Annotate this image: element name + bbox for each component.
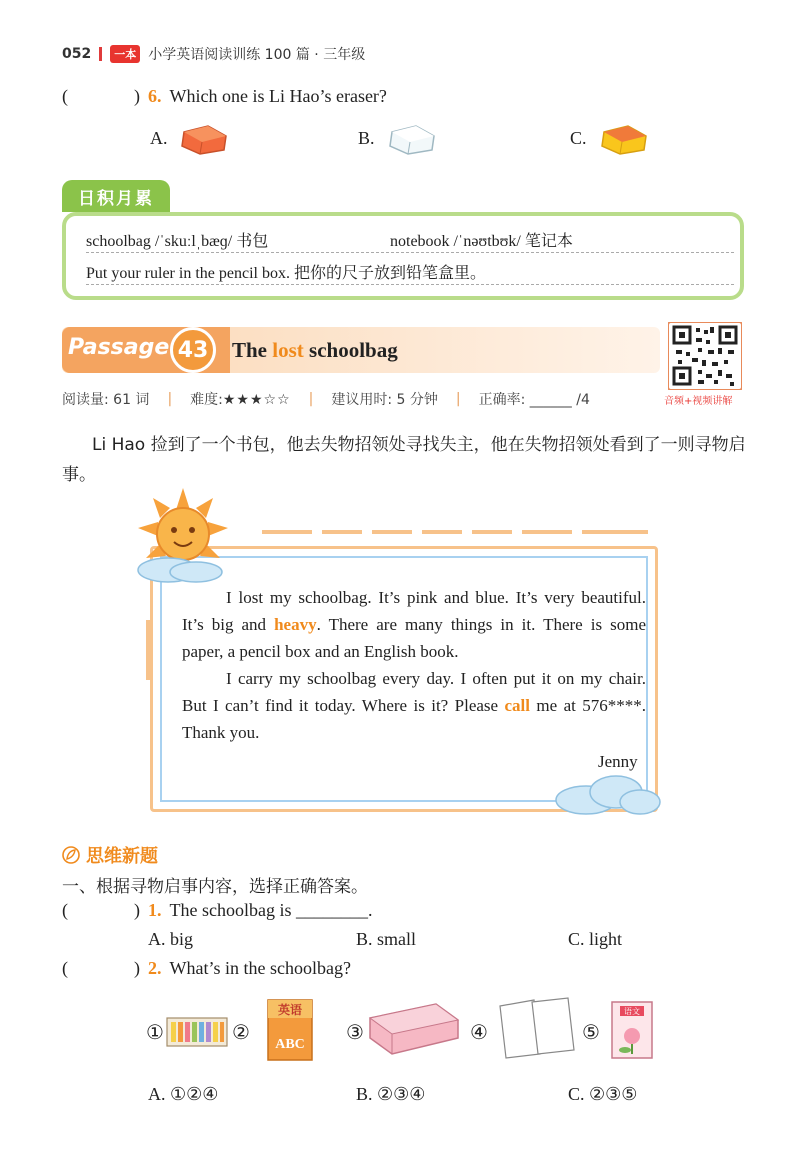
deco-bar [522,530,572,534]
q1-option-c[interactable]: C. light [568,929,623,949]
highlight-call: call [504,696,530,715]
question-1 [62,900,372,921]
leaf-icon [62,846,80,864]
option-a-label: A. [150,128,168,148]
accuracy-field[interactable]: 正确率: ______ /4 [478,392,590,408]
pencil-box-image [366,1000,462,1058]
deco-bar [372,530,412,534]
answer-blank[interactable]: ( ) [62,86,140,106]
deco-bar [262,530,312,534]
yellow-eraser-image [598,122,650,156]
option-b-label: B. [358,128,375,148]
passage-intro: Li Hao 捡到了一个书包，他去失物招领处寻找失主，他在失物招领处看到了一则寻物启事。 [62,435,746,485]
question-text: The schoolbag is ________. [169,900,373,920]
vocab-box [62,212,744,300]
q1-option-b[interactable]: B. small [356,929,417,949]
chinese-book-title: 语文 [624,1007,640,1016]
section-instruction: 一、根据寻物启事内容，选择正确答案。 [62,877,368,897]
q1-option-a[interactable]: A. big [148,929,193,949]
option-c-label: C. [570,128,587,148]
section-title: 思维新题 [62,842,158,868]
qr-code-icon[interactable] [668,322,742,390]
mark-5: ⑤ [582,1022,600,1044]
passage-meta: 阅读量: 61 词 | 难度:★★★☆☆ | 建议用时: 5 分钟 | 正确率: ______ /4 [62,391,590,408]
brand-logo: 一本 [110,45,140,63]
question-text: What’s in the schoolbag? [169,958,351,978]
vocab-item-notebook: notebook /ˈnəʊtbʊk/ 笔记本 [390,233,573,250]
page-header [62,44,365,64]
question-6 [62,86,387,107]
deco-bar [322,530,362,534]
passage-title: The lost schoolbag [232,338,398,362]
header-divider [99,47,102,61]
notice-paragraph-1: I lost my schoolbag. It’s pink and blue. It’s very beautiful. It’s big and heavy. There are many things in it. There is some paper, a pencil box and an English book. [182,588,646,661]
vocab-sentence: Put your ruler in the pencil box. 把你的尺子放到铅笔盒里。 [86,265,486,282]
question-text: Which one is Li Hao’s eraser? [169,86,387,106]
difficulty: 难度:★★★☆☆ [190,392,291,408]
question-number: 6. [148,86,162,106]
mark-1: ① [146,1022,164,1044]
notice-text [182,584,646,746]
qr-caption: 音频+视频讲解 [664,396,733,407]
notice-paragraph-2: I carry my schoolbag every day. I often put it on my chair. But I can’t find it today. Where is it? Please call me at 576****. Thank you. [182,669,646,742]
deco-bar [472,530,512,534]
sun-icon [128,488,238,588]
book-title: 小学英语阅读训练 100 篇 · 三年级 [148,47,366,63]
vocab-divider [86,252,734,253]
vocab-item-schoolbag: schoolbag /ˈskuːlˌbæɡ/ 书包 [86,233,269,250]
question-number: 2. [148,958,162,978]
question-number: 1. [148,900,162,920]
paper-image [494,996,578,1060]
deco-bar [582,530,648,534]
cloud-icon [552,772,662,818]
deco-bar [422,530,462,534]
orange-eraser-image [178,122,230,156]
mark-4: ④ [470,1022,488,1044]
q2-option-b[interactable]: B. ②③④ [356,1084,426,1104]
passage-label: Passage [68,335,170,360]
difficulty-stars: ★★★☆☆ [222,392,291,408]
english-book-title: 英语 [277,1003,303,1017]
chinese-book-image [610,1000,654,1060]
english-book-letters: ABC [275,1037,305,1052]
suggested-time: 建议用时: 5 分钟 [331,392,438,408]
q2-option-c[interactable]: C. ②③⑤ [568,1084,638,1104]
english-book-image [266,998,314,1062]
answer-blank[interactable]: ( ) [62,900,140,920]
vocab-tab: 日积月累 [62,180,170,212]
mark-2: ② [232,1022,250,1044]
highlight-heavy: heavy [274,615,317,634]
q2-option-a[interactable]: A. ①②④ [148,1084,219,1104]
passage-number: 43 [170,327,216,373]
answer-blank[interactable]: ( ) [62,958,140,978]
mark-3: ③ [346,1022,364,1044]
notice-signature: Jenny [598,752,638,771]
crayons-image [166,1014,228,1048]
white-eraser-image [386,122,438,156]
page-number: 052 [62,46,92,62]
question-2 [62,958,351,979]
word-count: 阅读量: 61 词 [62,392,150,408]
vocab-divider-bottom [86,284,734,285]
